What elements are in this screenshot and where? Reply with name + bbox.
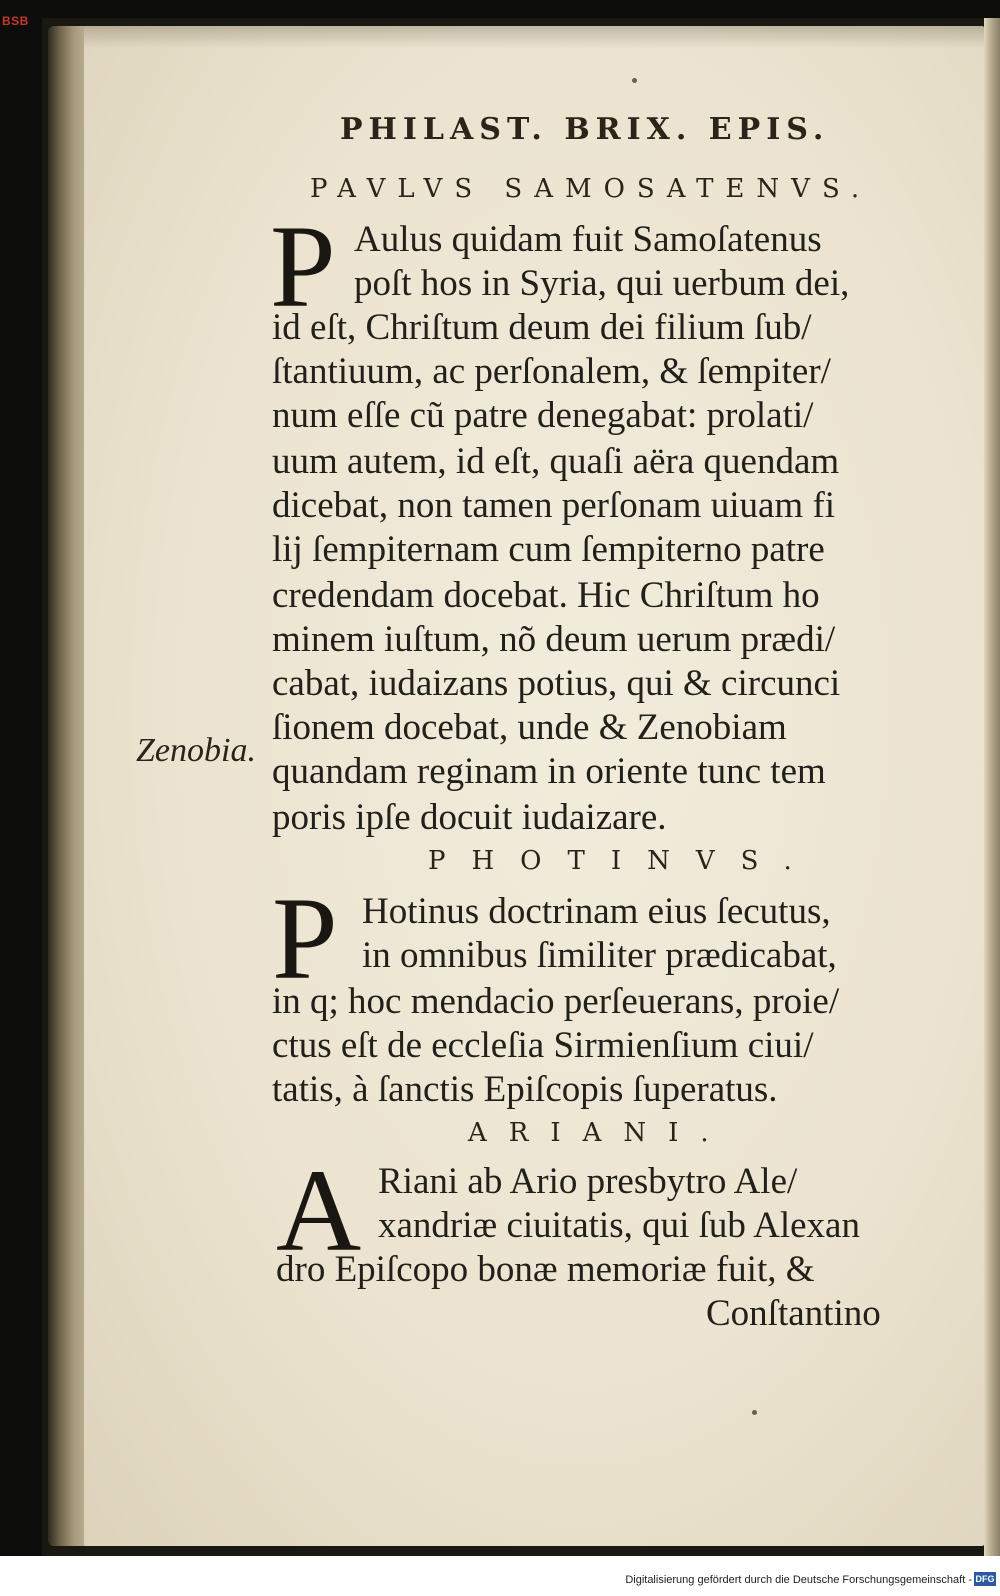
text-line: poris ipſe docuit iudaizare. [272,797,667,838]
text-line: credendam docebat. Hic Chriſtum ho [272,575,820,616]
text-line: Riani ab Ario presbytro Ale/ [378,1161,798,1202]
running-head: PHILAST. BRIX. EPIS. [340,112,830,147]
section-heading-paulus: PAVLVS SAMOSATENVS. [310,174,872,204]
dfg-logo: DFG [975,1574,995,1584]
text-line: Aulus quidam fuit Samoſatenus [354,219,822,260]
margin-note: Zenobia. [136,732,256,769]
footer-credit: Digitalisierung gefördert durch die Deutsche Forschungsgemeinschaft - [625,1574,972,1586]
text-line: ctus eſt de eccleſia Sirmienſium ciui/ [272,1025,814,1066]
book-page-edges-right [984,18,1000,1558]
text-line: dicebat, non tamen perſonam uiuam fi [272,485,836,526]
page-speck [752,1410,757,1415]
text-line: ſionem docebat, unde & Zenobiam [272,707,787,748]
text-line: in omnibus ſimiliter prædicabat, [362,935,837,976]
text-line: poſt hos in Syria, qui uerbum dei, [354,263,850,304]
text-line: quandam reginam in oriente tunc tem [272,751,826,792]
page-speck [632,78,637,83]
drop-cap: P [272,873,338,1004]
text-line: cabat, iudaizans potius, qui & circunci [272,663,841,704]
library-mark: BSB [2,14,29,28]
text-line: tatis, à ſanctis Epiſcopis ſuperatus. [272,1069,778,1110]
text-line: xandriæ ciuitatis, qui ſub Alexan [378,1205,860,1246]
catchword: Conſtantino [706,1293,881,1334]
text-line: uum autem, id eſt, quaſi aëra quendam [272,441,840,482]
text-line: id eſt, Chriſtum deum dei filium ſub/ [272,307,812,348]
page-shadow [84,26,984,48]
drop-cap: P [270,201,336,332]
text-line: in q; hoc mendacio perſeuerans, proie/ [272,981,840,1022]
text-line: Hotinus doctrinam eius ſecutus, [362,891,831,932]
text-line: ſtantiuum, ac perſonalem, & ſempiter/ [272,351,831,392]
section-heading-photinus: PHOTINVS. [428,846,818,876]
text-line: lij ſempiternam cum ſempiterno patre [272,529,825,570]
section-heading-ariani: ARIANI. [468,1118,731,1148]
text-line: minem iuſtum, nõ deum uerum prædi/ [272,619,836,660]
drop-cap: A [276,1145,362,1276]
text-line: num eſſe cũ patre denegabat: prolati/ [272,395,814,436]
text-line: dro Epiſcopo bonæ memoriæ fuit, & [276,1249,815,1290]
